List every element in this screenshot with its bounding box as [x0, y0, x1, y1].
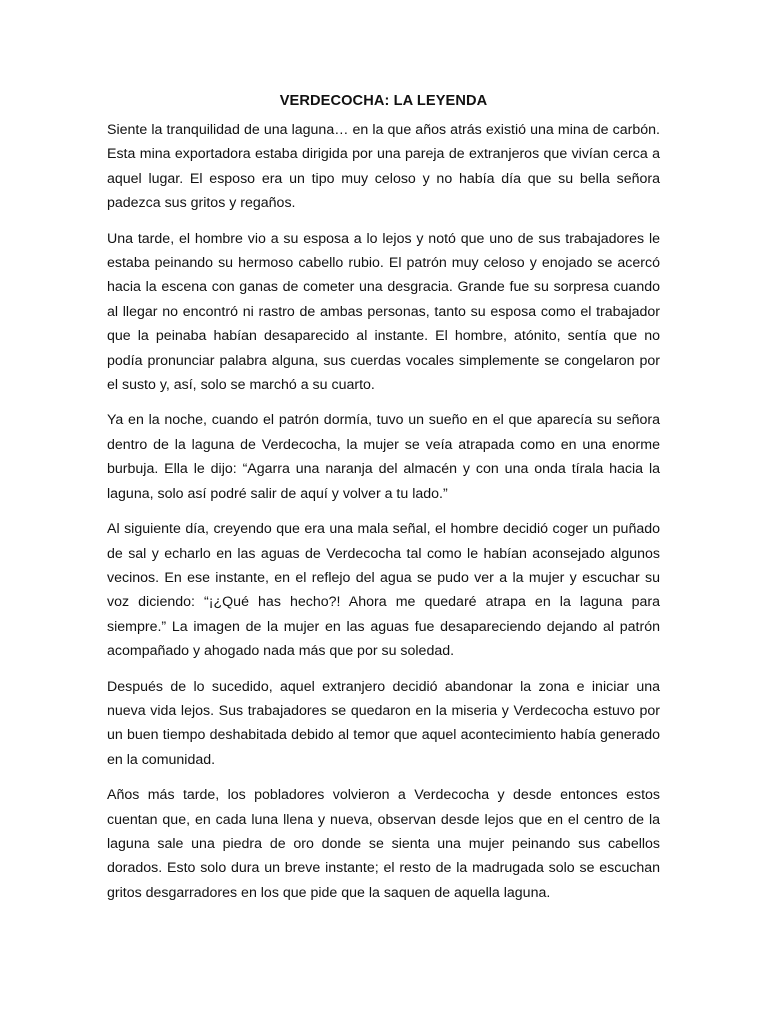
- paragraph-6: Años más tarde, los pobladores volvieron a Verdecocha y desde entonces estos cuentan que, en cada luna llena y nueva, observan desde lejos que en el centro de la laguna sale una piedra de oro donde se sienta una mujer peinando sus cabellos dorados. Esto solo dura un breve instante; el resto de la madrugada solo se escuchan gritos desgarradores en los que pide que la saquen de aquella laguna.: [107, 787, 660, 901]
- paragraph-5: Después de lo sucedido, aquel extranjero decidió abandonar la zona e iniciar una nueva vida lejos. Sus trabajadores se quedaron en la miseria y Verdecocha estuvo por un buen tiempo deshabitada debido al temor que aquel acontecimiento había generado en la comunidad.: [107, 678, 660, 768]
- paragraph-3: Ya en la noche, cuando el patrón dormía, tuvo un sueño en el que aparecía su señora dentro de la laguna de Verdecocha, la mujer se veía atrapada como en una enorme burbuja. Ella le dijo: “Agarra una naranja del almacén y con una onda tírala hacia la laguna, solo así podré salir de aquí y volver a tu lado.”: [107, 412, 660, 502]
- paragraph-4: Al siguiente día, creyendo que era una mala señal, el hombre decidió coger un puñado de sal y echarlo en las aguas de Verdecocha tal como le habían aconsejado algunos vecinos. En ese instante, en el reflejo del agua se pudo ver a la mujer y escuchar su voz diciendo: “¡¿Qué has hecho?! Ahora me quedaré atrapa en la laguna para siempre.” La imagen de la mujer en las aguas fue desapareciendo dejando al patrón acompañado y ahogado nada más que por su soledad.: [107, 521, 660, 660]
- paragraph-2: Una tarde, el hombre vio a su esposa a lo lejos y notó que uno de sus trabajadores le estaba peinando su hermoso cabello rubio. El patrón muy celoso y enojado se acercó hacia la escena con ganas de cometer una desgracia. Grande fue su sorpresa cuando al llegar no encontró ni rastro de ambas personas, tanto su esposa como el trabajador que la peinaba habían desaparecido al instante. El hombre, atónito, sentía que no podía pronunciar palabra alguna, sus cuerdas vocales simplemente se congelaron por el susto y, así, solo se marchó a su cuarto.: [107, 230, 660, 394]
- paragraph-1: Siente la tranquilidad de una laguna… en la que años atrás existió una mina de carbón. Esta mina exportadora estaba dirigida por una pareja de extranjeros que vivían cerca a aquel lugar. El esposo era un tipo muy celoso y no había día que su bella señora padezca sus gritos y regaños.: [107, 122, 660, 212]
- document-body: [107, 90, 660, 916]
- document-title: VERDECOCHA: LA LEYENDA: [279, 93, 488, 109]
